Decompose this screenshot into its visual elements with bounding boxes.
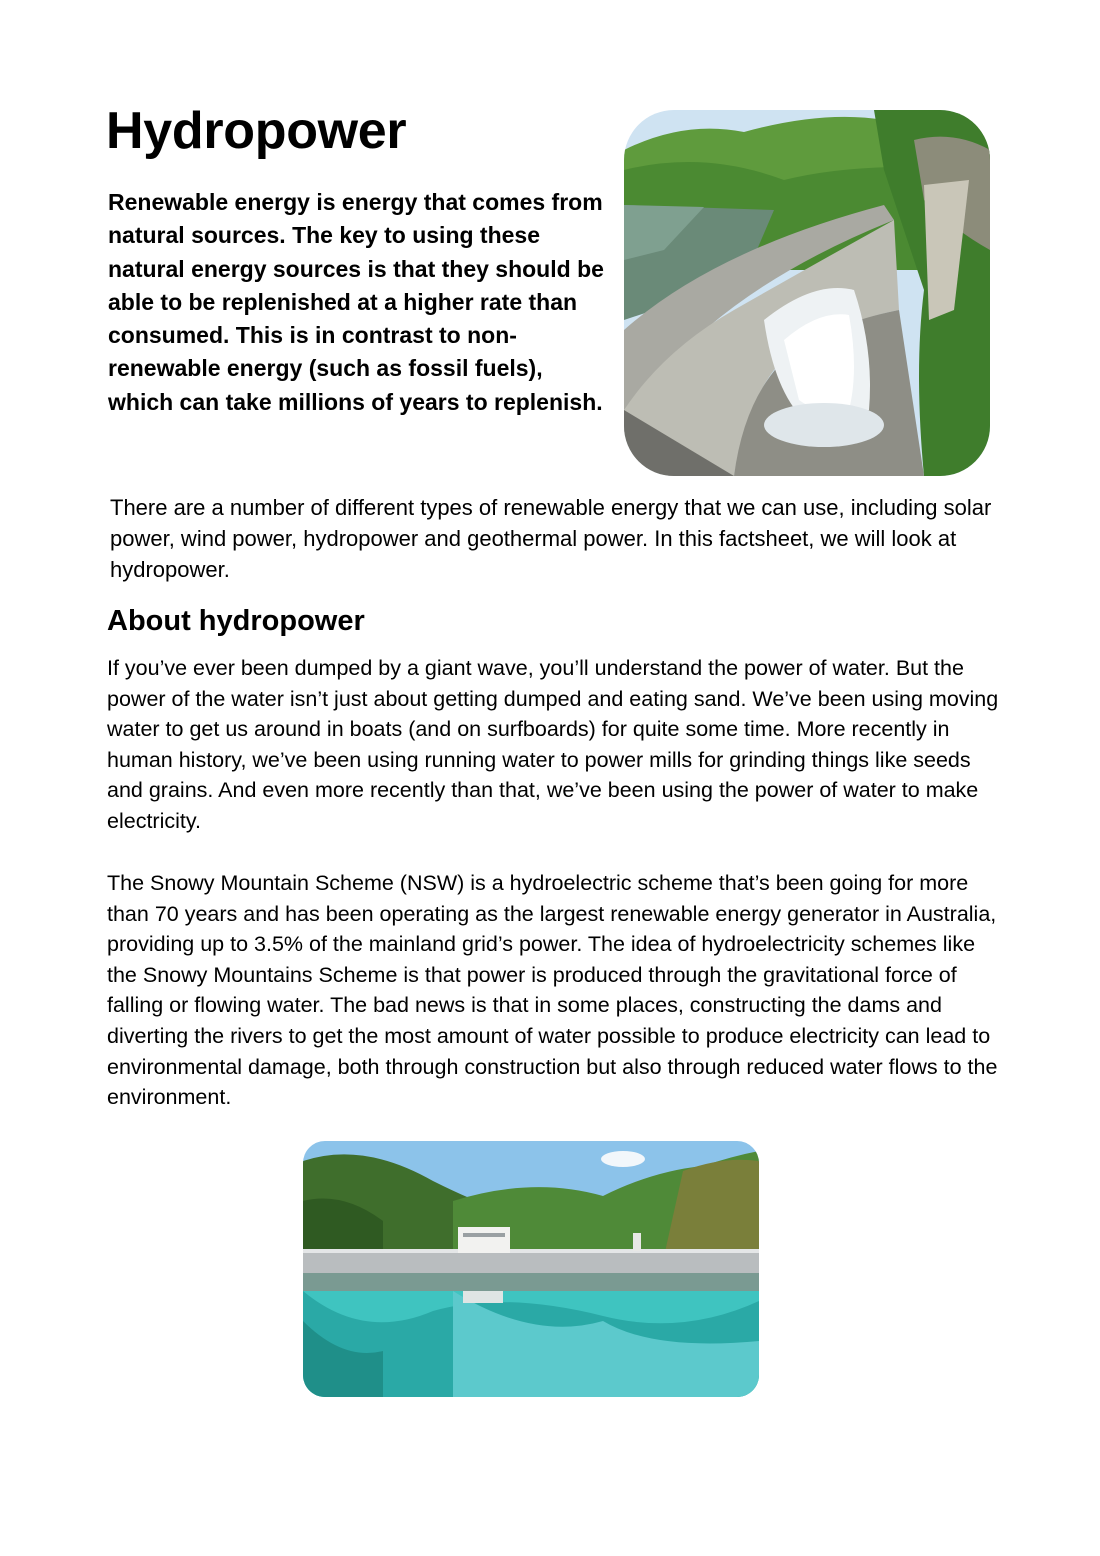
dam-spillway-photo [624, 110, 990, 476]
page-title: Hydropower [106, 102, 407, 160]
section-heading: About hydropower [107, 605, 365, 637]
renewable-types-paragraph: There are a number of different types of renewable energy that we can use, including solar power, wind power, hydropower and geothermal power. In this factsheet, we will look at hydropower. [110, 495, 992, 582]
intro-paragraph: Renewable energy is energy that comes from natural sources. The key to using these natural energy sources is that they should be able to be replenished at a higher rate than consumed. This is in contrast to non-renewable energy (such as fossil fuels), which can take millions of years to replenish. [108, 189, 604, 415]
body-paragraph: If you’ve ever been dumped by a giant wave, you’ll understand the power of water. But the power of the water isn’t just about getting dumped and eating sand. We’ve been using moving water to get us around in boats (and on surfboards) for quite some time. More recently in human history, we’ve been using running water to power mills for grinding things like seeds and grains. And even more recently than that, we’ve been using the power of water to make electricity. [107, 656, 999, 833]
reservoir-dam-photo [303, 1141, 759, 1397]
body-paragraph: The Snowy Mountain Scheme (NSW) is a hydroelectric scheme that’s been going for more than 70 years and has been operating as the largest renewable energy generator in Australia, providing up to 3.5% of the mainland grid’s power. The idea of hydroelectricity schemes like the Snowy Mountains Scheme is that power is produced through the gravitational force of falling or flowing water. The bad news is that in some places, constructing the dams and diverting the rivers to get the most amount of water possible to produce electricity can lead to environmental damage, both through construction but also through reduced water flows to the environment. [107, 871, 998, 1110]
